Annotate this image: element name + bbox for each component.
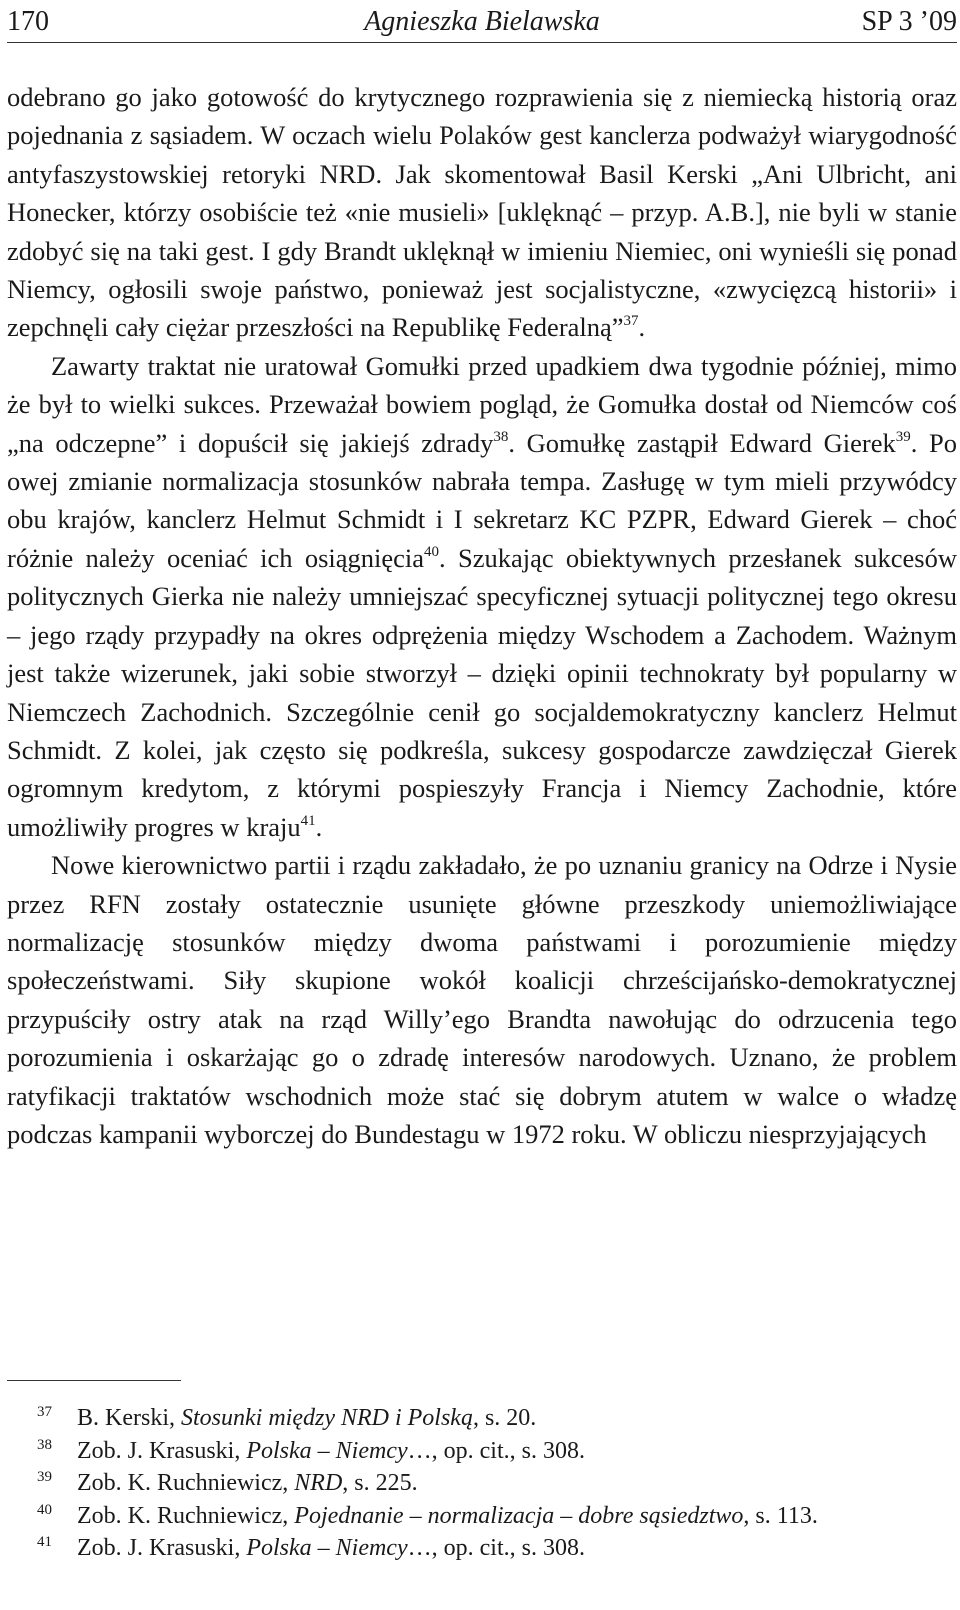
paragraph-2-text-a: Zawarty traktat nie uratował Gomułki przed upadkiem dwa tygodnie później, mimo że był to wielki sukces. Przeważał bowiem pogląd, że Gomułka dostał od Niemców coś „na odczepne” i dopuścił się jakiejś zdrady [7, 350, 957, 458]
footnote-38 [7, 1435, 957, 1468]
footnote-ref-39[interactable]: 39 [895, 428, 911, 445]
paragraph-2-text-b: . Gomułkę zastąpił Edward Gierek [508, 427, 896, 458]
footnote-title: Stosunki między NRD i Polską [181, 1405, 473, 1431]
footnote-text [77, 1435, 585, 1468]
paragraph-2-text-d: . Szukając obiektywnych przesłanek sukcesów politycznych Gierka nie należy umniejszać specyficznej sytuacji politycznej tego okresu – jego rządy przypadły na okres odprężenia między Wschodem a Zachodem. Ważnym jest także wizerunek, jaki sobie stworzył – dzięki opinii technokraty był popularny w Niemczech Zachodnich. Szczególnie cenił go socjaldemokratyczny kanclerz Helmut Schmidt. Z kolei, jak często się podkreśla, sukcesy gospodarcze zawdzięczał Gierek ogromnym kredytom, z którymi pospieszyły Francja i Niemcy Zachodnie, które umożliwiły progres w kraju [7, 542, 957, 842]
footnote-number: 41 [37, 1534, 52, 1550]
footnote-author: Zob. J. Krasuski, [77, 1535, 247, 1561]
footnote-text [77, 1402, 536, 1435]
footnote-locator: …, op. cit., s. 308. [407, 1437, 585, 1464]
header-author: Agnieszka Bielawska [364, 6, 600, 37]
paragraph-1-end: . [638, 312, 646, 343]
footnote-41 [7, 1532, 957, 1565]
header-journal: SP 3 ’09 [861, 6, 957, 37]
footnote-ref-37[interactable]: 37 [623, 313, 639, 330]
body-text [7, 78, 957, 1153]
footnote-text [77, 1467, 418, 1500]
footnote-text [77, 1532, 585, 1565]
footnote-number: 38 [37, 1436, 52, 1453]
paragraph-2-text-e: . [315, 811, 323, 842]
footnote-number: 40 [37, 1501, 52, 1518]
footnote-number: 37 [37, 1404, 52, 1420]
paragraph-1-text: odebrano go jako gotowość do krytycznego rozprawienia się z niemiecką historią oraz pojednania z sąsiadem. W oczach wielu Polaków gest kanclerza podważył wiarygodność antyfaszystowskiej retoryki NRD. Jak skomentował Basil Kerski „Ani Ulbricht, ani Honecker, którzy osobiście też «nie musieli» [uklęknąć – przyp. A.B.], nie byli w stanie zdobyć się na taki gest. I gdy Brandt uklęknął w imieniu Niemiec, oni wynieśli się ponad Niemcy, ogłosili swoje państwo, ponieważ jest socjalistyczne, «zwycięzcą historii» i zepchnęli cały ciężar przeszłości na Republikę Federalną” [7, 82, 957, 343]
footnote-title: Pojednanie – normalizacja – dobre sąsiedztwo [294, 1502, 744, 1529]
footnote-author: Zob. K. Ruchniewicz, [77, 1502, 295, 1529]
footnote-number: 39 [37, 1469, 52, 1485]
footnote-37 [7, 1402, 957, 1435]
footnote-title: NRD [294, 1470, 343, 1496]
page-number: 170 [7, 6, 49, 37]
header-rule [7, 42, 957, 43]
footnotes [7, 1402, 957, 1565]
footnote-author: Zob. J. Krasuski, [77, 1437, 247, 1464]
footnote-39 [7, 1467, 957, 1500]
paragraph-2-text-c: . Po owej zmianie normalizacja stosunków nabrała tempa. Zasługę w tym mieli przywódcy obu krajów, kanclerz Helmut Schmidt i I sekretarz KC PZPR, Edward Gierek – choć różnie należy oceniać ich osiągnięcia [7, 427, 957, 573]
footnote-locator: , s. 225. [342, 1470, 418, 1496]
footnote-locator: …, op. cit., s. 308. [407, 1535, 585, 1561]
footnote-locator: , s. 20. [472, 1405, 537, 1431]
footnote-ref-38[interactable]: 38 [493, 428, 509, 445]
running-header [7, 4, 957, 40]
footnote-author: B. Kerski, [77, 1405, 181, 1431]
footnote-author: Zob. K. Ruchniewicz, [77, 1470, 295, 1496]
paragraph-1 [7, 78, 957, 347]
paragraph-3: Nowe kierownictwo partii i rządu zakładało, że po uznaniu granicy na Odrze i Nysie przez RFN zostały ostatecznie usunięte główne przeszkody uniemożliwiające normalizację stosunków między dwoma państwami i porozumienie między społeczeństwami. Siły skupione wokół koalicji chrześcijańsko-demokratycznej przypuściły ostry atak na rząd Willy’ego Brandta nawołując do odrzucenia tego porozumienia i oskarżając go o zdradę interesów narodowych. Uznano, że problem ratyfikacji traktatów wschodnich może stać się dobrym atutem w walce o władzę podczas kampanii wyborczej do Bundestagu w 1972 roku. W obliczu niesprzyjających [7, 850, 957, 1149]
paragraph-2 [7, 347, 957, 846]
footnote-text [77, 1500, 818, 1533]
footnote-title: Polska – Niemcy [246, 1535, 408, 1561]
footnote-locator: , s. 113. [743, 1502, 818, 1529]
footnote-title: Polska – Niemcy [246, 1437, 408, 1464]
footnote-ref-40[interactable]: 40 [424, 543, 440, 560]
footnote-ref-41[interactable]: 41 [300, 812, 316, 829]
footnote-separator [7, 1380, 181, 1381]
footnote-40 [7, 1500, 957, 1533]
